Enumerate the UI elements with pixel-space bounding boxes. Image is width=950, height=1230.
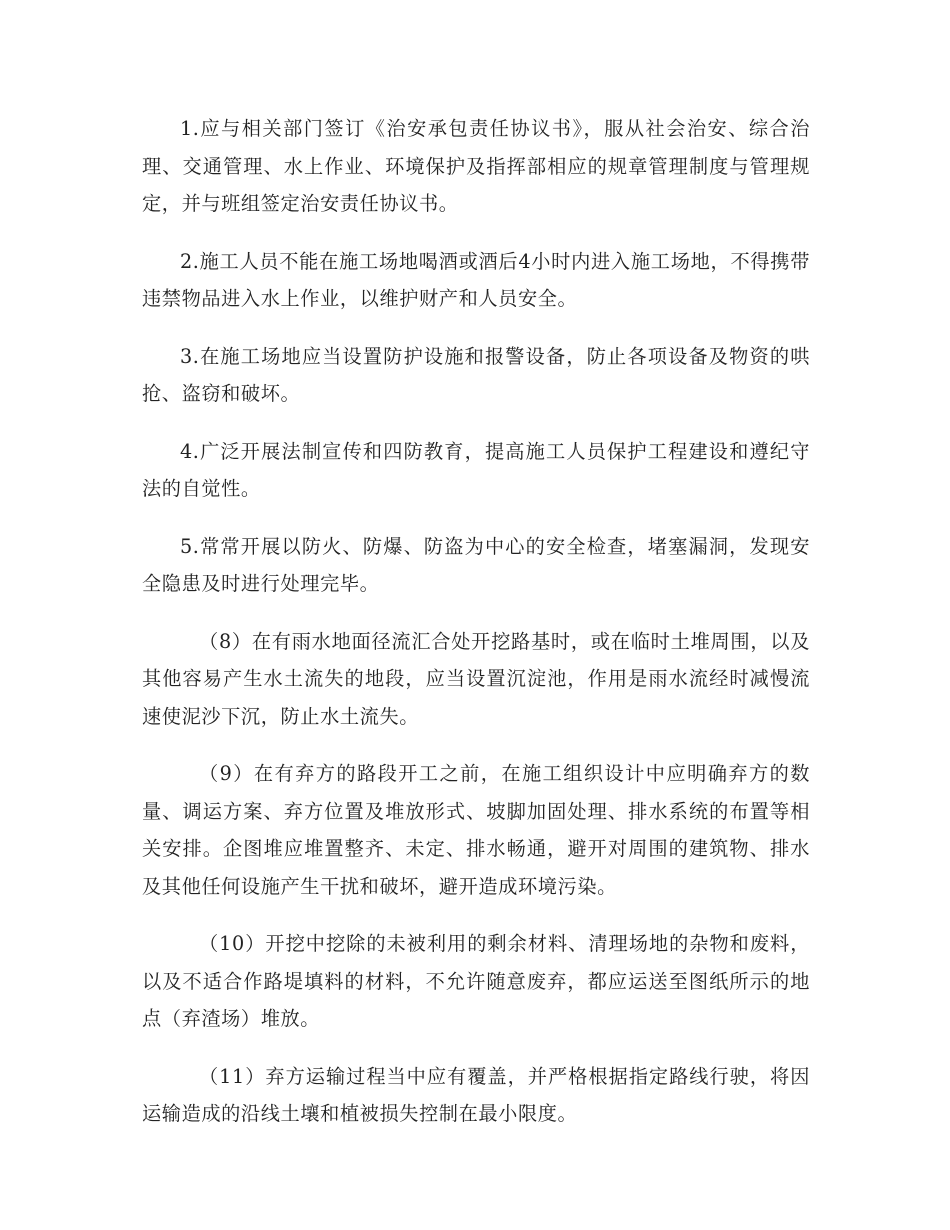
paragraph-item-11: （11）弃方运输过程当中应有覆盖，并严格根据指定路线行驶，将因运输造成的沿线土壤和植被损失控制在最小限度。 bbox=[142, 1064, 810, 1125]
paragraph-item-10: （10）开挖中挖除的未被利用的剩余材料、清理场地的杂物和废料，以及不适合作路堤填料的材料，不允许随意废弃，都应运送至图纸所示的地点（弃渣场）堆放。 bbox=[142, 932, 810, 1030]
paragraph-1: 1.应与相关部门签订《治安承包责任协议书》，服从社会治安、综合治理、交通管理、水上作业、环境保护及指挥部相应的规章管理制度与管理规定，并与班组签定治安责任协议书。 bbox=[142, 117, 810, 215]
paragraph-item-9: （9）在有弃方的路段开工之前，在施工组织设计中应明确弃方的数量、调运方案、弃方位置及堆放形式、坡脚加固处理、排水系统的布置等相关安排。企图堆应堆置整齐、未定、排水畅通，避开对周围的建筑物、排水及其他任何设施产生干扰和破坏，避开造成环境污染。 bbox=[142, 762, 810, 898]
paragraph-5: 5.常常开展以防火、防爆、防盗为中心的安全检查，堵塞漏洞，发现安全隐患及时进行处理完毕。 bbox=[142, 534, 810, 595]
paragraph-3: 3.在施工场地应当设置防护设施和报警设备，防止各项设备及物资的哄抢、盗窃和破坏。 bbox=[142, 344, 810, 405]
paragraph-2: 2.施工人员不能在施工场地喝酒或酒后4小时内进入施工场地，不得携带违禁物品进入水上作业，以维护财产和人员安全。 bbox=[142, 249, 810, 310]
paragraph-item-8: （8）在有雨水地面径流汇合处开挖路基时，或在临时土堆周围，以及其他容易产生水土流失的地段，应当设置沉淀池，作用是雨水流经时减慢流速使泥沙下沉，防止水土流失。 bbox=[142, 629, 810, 728]
paragraph-4: 4.广泛开展法制宣传和四防教育，提高施工人员保护工程建设和遵纪守法的自觉性。 bbox=[142, 439, 810, 500]
